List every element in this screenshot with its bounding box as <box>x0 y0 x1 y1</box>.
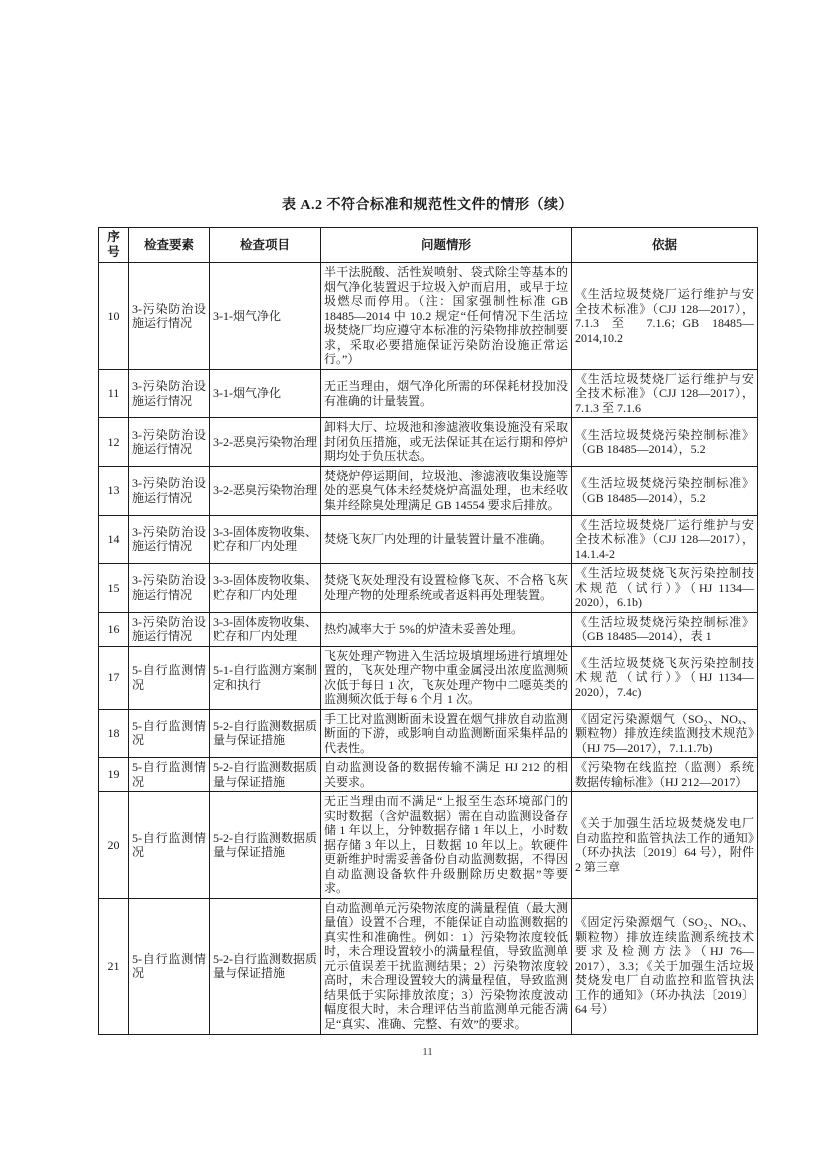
cell-item: 3-2-恶臭污染物治理 <box>210 418 321 467</box>
cell-item: 3-3-固体废物收集、贮存和厂内处理 <box>210 612 321 646</box>
cell-element: 3-污染防治设施运行情况 <box>129 418 210 467</box>
cell-no: 21 <box>99 898 129 1034</box>
cell-item: 3-3-固体废物收集、贮存和厂内处理 <box>210 515 321 564</box>
cell-no: 10 <box>99 263 129 370</box>
cell-problem: 焚烧炉停运期间，垃圾池、渗滤液收集设施等处的恶臭气体未经焚烧炉高温处理，也未经收集并经除臭处理满足 GB 14554 要求后排放。 <box>321 466 572 515</box>
table-row <box>99 612 758 646</box>
cell-element: 3-污染防治设施运行情况 <box>129 369 210 418</box>
cell-no: 14 <box>99 515 129 564</box>
cell-basis: 《生活垃圾焚烧厂运行维护与安全技术标准》（CJJ 128—2017），7.1.3 至 7.1.6；GB 18485—2014,10.2 <box>572 263 758 370</box>
cell-basis: 《生活垃圾焚烧厂运行维护与安全技术标准》（CJJ 128—2017），14.1.4-2 <box>572 515 758 564</box>
cell-problem: 无正当理由而不满足“上报至生态环境部门的实时数据（含炉温数据）需在自动监测设备存储 1 年以上，分钟数据存储 1 年以上，小时数据存储 3 年以上，日数据 10 年以上。软硬件更新维护时需妥善备份自动监测数据，不得因自动监测设备软件升级删除历史数据”等要求。 <box>321 792 572 899</box>
table-header-row <box>99 228 758 263</box>
cell-problem: 手工比对监测断面未设置在烟气排放自动监测断面的下游，或影响自动监测断面采集样品的代表性。 <box>321 709 572 758</box>
cell-item: 3-1-烟气净化 <box>210 263 321 370</box>
cell-no: 19 <box>99 758 129 792</box>
header-cell-basis: 依据 <box>572 228 758 263</box>
cell-basis: 《污染物在线监控（监测）系统数据传输标准》（HJ 212—2017） <box>572 758 758 792</box>
cell-element: 3-污染防治设施运行情况 <box>129 564 210 613</box>
cell-basis: 《生活垃圾焚烧厂运行维护与安全技术标准》（CJJ 128—2017），7.1.3 至 7.1.6 <box>572 369 758 418</box>
cell-no: 20 <box>99 792 129 899</box>
cell-basis: 《生活垃圾焚烧飞灰污染控制技术规范（试行）》（HJ 1134—2020），6.1b) <box>572 564 758 613</box>
table-row <box>99 263 758 370</box>
cell-no: 12 <box>99 418 129 467</box>
cell-basis: 《关于加强生活垃圾焚烧发电厂自动监控和监管执法工作的通知》（环办执法〔2019〕64 号），附件 2 第三章 <box>572 792 758 899</box>
table-row <box>99 898 758 1034</box>
cell-problem: 焚烧飞灰厂内处理的计量装置计量不准确。 <box>321 515 572 564</box>
cell-basis: 《生活垃圾焚烧污染控制标准》（GB 18485—2014），5.2 <box>572 418 758 467</box>
table-row <box>99 466 758 515</box>
page-content <box>98 0 757 1058</box>
cell-element: 5-自行监测情况 <box>129 898 210 1034</box>
cell-item: 5-2-自行监测数据质量与保证措施 <box>210 792 321 899</box>
cell-no: 16 <box>99 612 129 646</box>
cell-problem: 自动监测单元污染物浓度的满量程值（最大测量值）设置不合理，不能保证自动监测数据的真实性和准确性。例如：1）污染物浓度较低时，未合理设置较小的满量程值，导致监测单元示值误差干扰监测结果；2）污染物浓度较高时，未合理设置较大的满量程值，导致监测结果低于实际排放浓度；3）污染物浓度波动幅度很大时，未合理评估当前监测单元能否满足“真实、准确、完整、有效”的要求。 <box>321 898 572 1034</box>
header-cell-item: 检查项目 <box>210 228 321 263</box>
cell-element: 3-污染防治设施运行情况 <box>129 466 210 515</box>
cell-problem: 无正当理由，烟气净化所需的环保耗材投加没有准确的计量装置。 <box>321 369 572 418</box>
cell-element: 5-自行监测情况 <box>129 758 210 792</box>
header-cell-no: 序号 <box>99 228 129 263</box>
cell-element: 3-污染防治设施运行情况 <box>129 612 210 646</box>
cell-item: 5-2-自行监测数据质量与保证措施 <box>210 709 321 758</box>
cell-no: 11 <box>99 369 129 418</box>
table-row <box>99 792 758 899</box>
cell-element: 3-污染防治设施运行情况 <box>129 263 210 370</box>
cell-element: 5-自行监测情况 <box>129 709 210 758</box>
cell-problem: 焚烧飞灰处理没有设置检修飞灰、不合格飞灰处理产物的处理系统或者返料再处理装置。 <box>321 564 572 613</box>
table-title: 表 A.2 不符合标准和规范性文件的情形（续） <box>281 198 574 213</box>
cell-basis: 《生活垃圾焚烧飞灰污染控制技术规范（试行）》（HJ 1134—2020），7.4c) <box>572 646 758 709</box>
cell-no: 15 <box>99 564 129 613</box>
cell-basis: 《生活垃圾焚烧污染控制标准》（GB 18485—2014），5.2 <box>572 466 758 515</box>
cell-item: 5-2-自行监测数据质量与保证措施 <box>210 758 321 792</box>
cell-no: 17 <box>99 646 129 709</box>
cell-basis: 《生活垃圾焚烧污染控制标准》（GB 18485—2014），表 1 <box>572 612 758 646</box>
table-row <box>99 758 758 792</box>
cell-problem: 卸料大厅、垃圾池和渗滤液收集设施没有采取封闭负压措施，或无法保证其在运行期和停炉期均处于负压状态。 <box>321 418 572 467</box>
cell-problem: 半干法脱酸、活性炭喷射、袋式除尘等基本的烟气净化装置迟于垃圾入炉而启用，或早于垃圾燃尽而停用。（注：国家强制性标准 GB 18485—2014 中 10.2 规定“任何情况下生活垃圾焚烧厂均应遵守本标准的污染物排放控制要求，采取必要措施保证污染防治设施正常运行。”） <box>321 263 572 370</box>
table-row <box>99 709 758 758</box>
cell-basis: 《固定污染源烟气（SO₂、NOₓ、颗粒物）排放连续监测系统技术要求及检测方法》（HJ 76—2017），3.3；《关于加强生活垃圾焚烧发电厂自动监控和监管执法工作的通知》（环办执法〔2019〕64 号） <box>572 898 758 1034</box>
table-row <box>99 564 758 613</box>
cell-item: 3-2-恶臭污染物治理 <box>210 466 321 515</box>
noncompliance-table <box>98 227 758 1035</box>
cell-problem: 自动监测设备的数据传输不满足 HJ 212 的相关要求。 <box>321 758 572 792</box>
cell-no: 18 <box>99 709 129 758</box>
header-cell-problem: 问题情形 <box>321 228 572 263</box>
cell-item: 3-3-固体废物收集、贮存和厂内处理 <box>210 564 321 613</box>
cell-problem: 热灼减率大于 5%的炉渣未妥善处理。 <box>321 612 572 646</box>
cell-item: 5-1-自行监测方案制定和执行 <box>210 646 321 709</box>
header-cell-element: 检查要素 <box>129 228 210 263</box>
table-row <box>99 418 758 467</box>
table-row <box>99 646 758 709</box>
cell-element: 3-污染防治设施运行情况 <box>129 515 210 564</box>
cell-no: 13 <box>99 466 129 515</box>
table-row <box>99 369 758 418</box>
cell-element: 5-自行监测情况 <box>129 792 210 899</box>
cell-basis: 《固定污染源烟气（SO₂、NOₓ、颗粒物）排放连续监测技术规范》（HJ 75—2017），7.1.1.7b) <box>572 709 758 758</box>
table-row <box>99 515 758 564</box>
cell-item: 3-1-烟气净化 <box>210 369 321 418</box>
cell-element: 5-自行监测情况 <box>129 646 210 709</box>
cell-problem: 飞灰处理产物进入生活垃圾填埋场进行填埋处置的，飞灰处理产物中重金属浸出浓度监测频次低于每日 1 次，飞灰处理产物中二噁英类的监测频次低于每 6 个月 1 次。 <box>321 646 572 709</box>
page-number: 11 <box>422 1045 433 1058</box>
cell-item: 5-2-自行监测数据质量与保证措施 <box>210 898 321 1034</box>
